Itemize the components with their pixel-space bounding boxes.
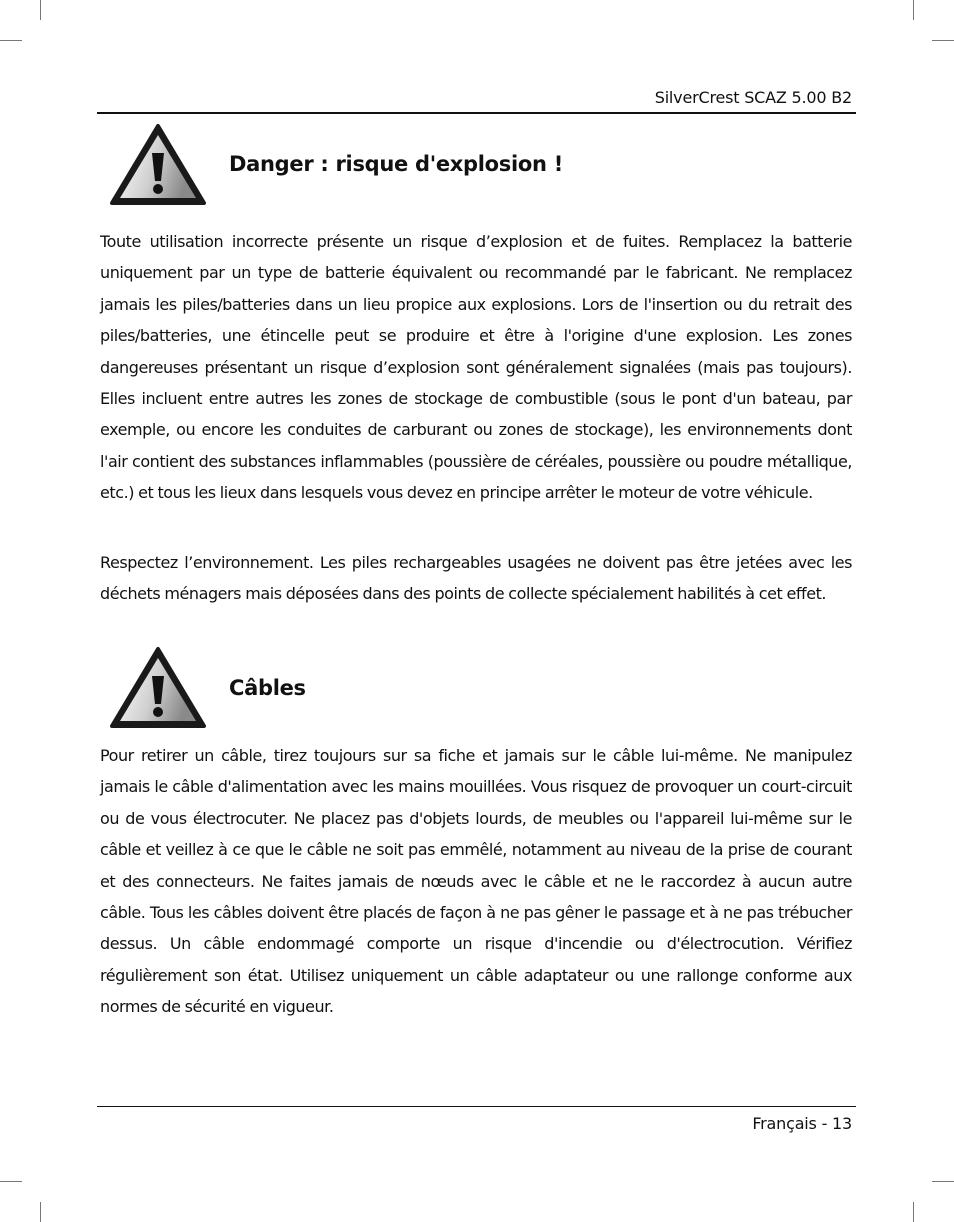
page-number: Français - 13 [752, 1114, 852, 1133]
header-rule [97, 112, 856, 114]
paragraph-cables: Pour retirer un câble, tirez toujours sur sa fiche et jamais sur le câble lui-même. Ne manipulez jamais le câble d'alimentation avec les mains mouillées. Vous risquez de provoquer un court-circuit ou de vous électrocuter. Ne placez pas d'objets lourds, de meubles ou l'appareil lui-même sur le câble et veillez à ce que le câble ne soit pas emmêlé, notamment au niveau de la prise de courant et des connecteurs. Ne faites jamais de nœuds avec le câble et ne le raccordez à aucun autre câble. Tous les câbles doivent être placés de façon à ne pas gêner le passage et à ne pas trébucher dessus. Un câble endommagé comporte un risque d'incendie ou d'électrocution. Vérifiez régulièrement son état. Utilisez uniquement un câble adaptateur ou une rallonge conforme aux normes de sécurité en vigueur. [100, 746, 852, 1017]
crop-mark [932, 1181, 954, 1182]
crop-mark [932, 40, 954, 41]
warning-triangle-icon [109, 123, 207, 207]
crop-mark [0, 40, 22, 41]
footer-rule [97, 1106, 856, 1107]
crop-mark [0, 1181, 22, 1182]
crop-mark [40, 0, 41, 20]
section-title-cables: Câbles [229, 676, 306, 700]
crop-mark [913, 1202, 914, 1222]
warning-triangle-icon [109, 646, 207, 730]
paragraph-explosion-risk: Toute utilisation incorrecte présente un risque d’explosion et de fuites. Remplacez la batterie uniquement par un type de batterie équivalent ou recommandé par le fabricant. Ne remplacez jamais les piles/batteries dans un lieu propice aux explosions. Lors de l'insertion ou du retrait des piles/batteries, une étincelle peut se produire et être à l'origine d'une explosion. Les zones dangereuses présentant un risque d’explosion sont généralement signalées (mais pas toujours). Elles incluent entre autres les zones de stockage de combustible (sous le pont d'un bateau, par exemple, ou encore les conduites de carburant ou zones de stockage), les environnements dont l'air contient des substances inflammables (poussière de céréales, poussière ou poudre métallique, etc.) et tous les lieux dans lesquels vous devez en principe arrêter le moteur de votre véhicule. [100, 232, 852, 503]
paragraph-environment: Respectez l’environnement. Les piles rechargeables usagées ne doivent pas être jetées avec les déchets ménagers mais déposées dans des points de collecte spécialement habilités à cet effet. [100, 553, 852, 604]
crop-mark [40, 1202, 41, 1222]
crop-mark [913, 0, 914, 20]
running-header: SilverCrest SCAZ 5.00 B2 [654, 88, 852, 107]
section-title-danger: Danger : risque d'explosion ! [229, 152, 563, 176]
